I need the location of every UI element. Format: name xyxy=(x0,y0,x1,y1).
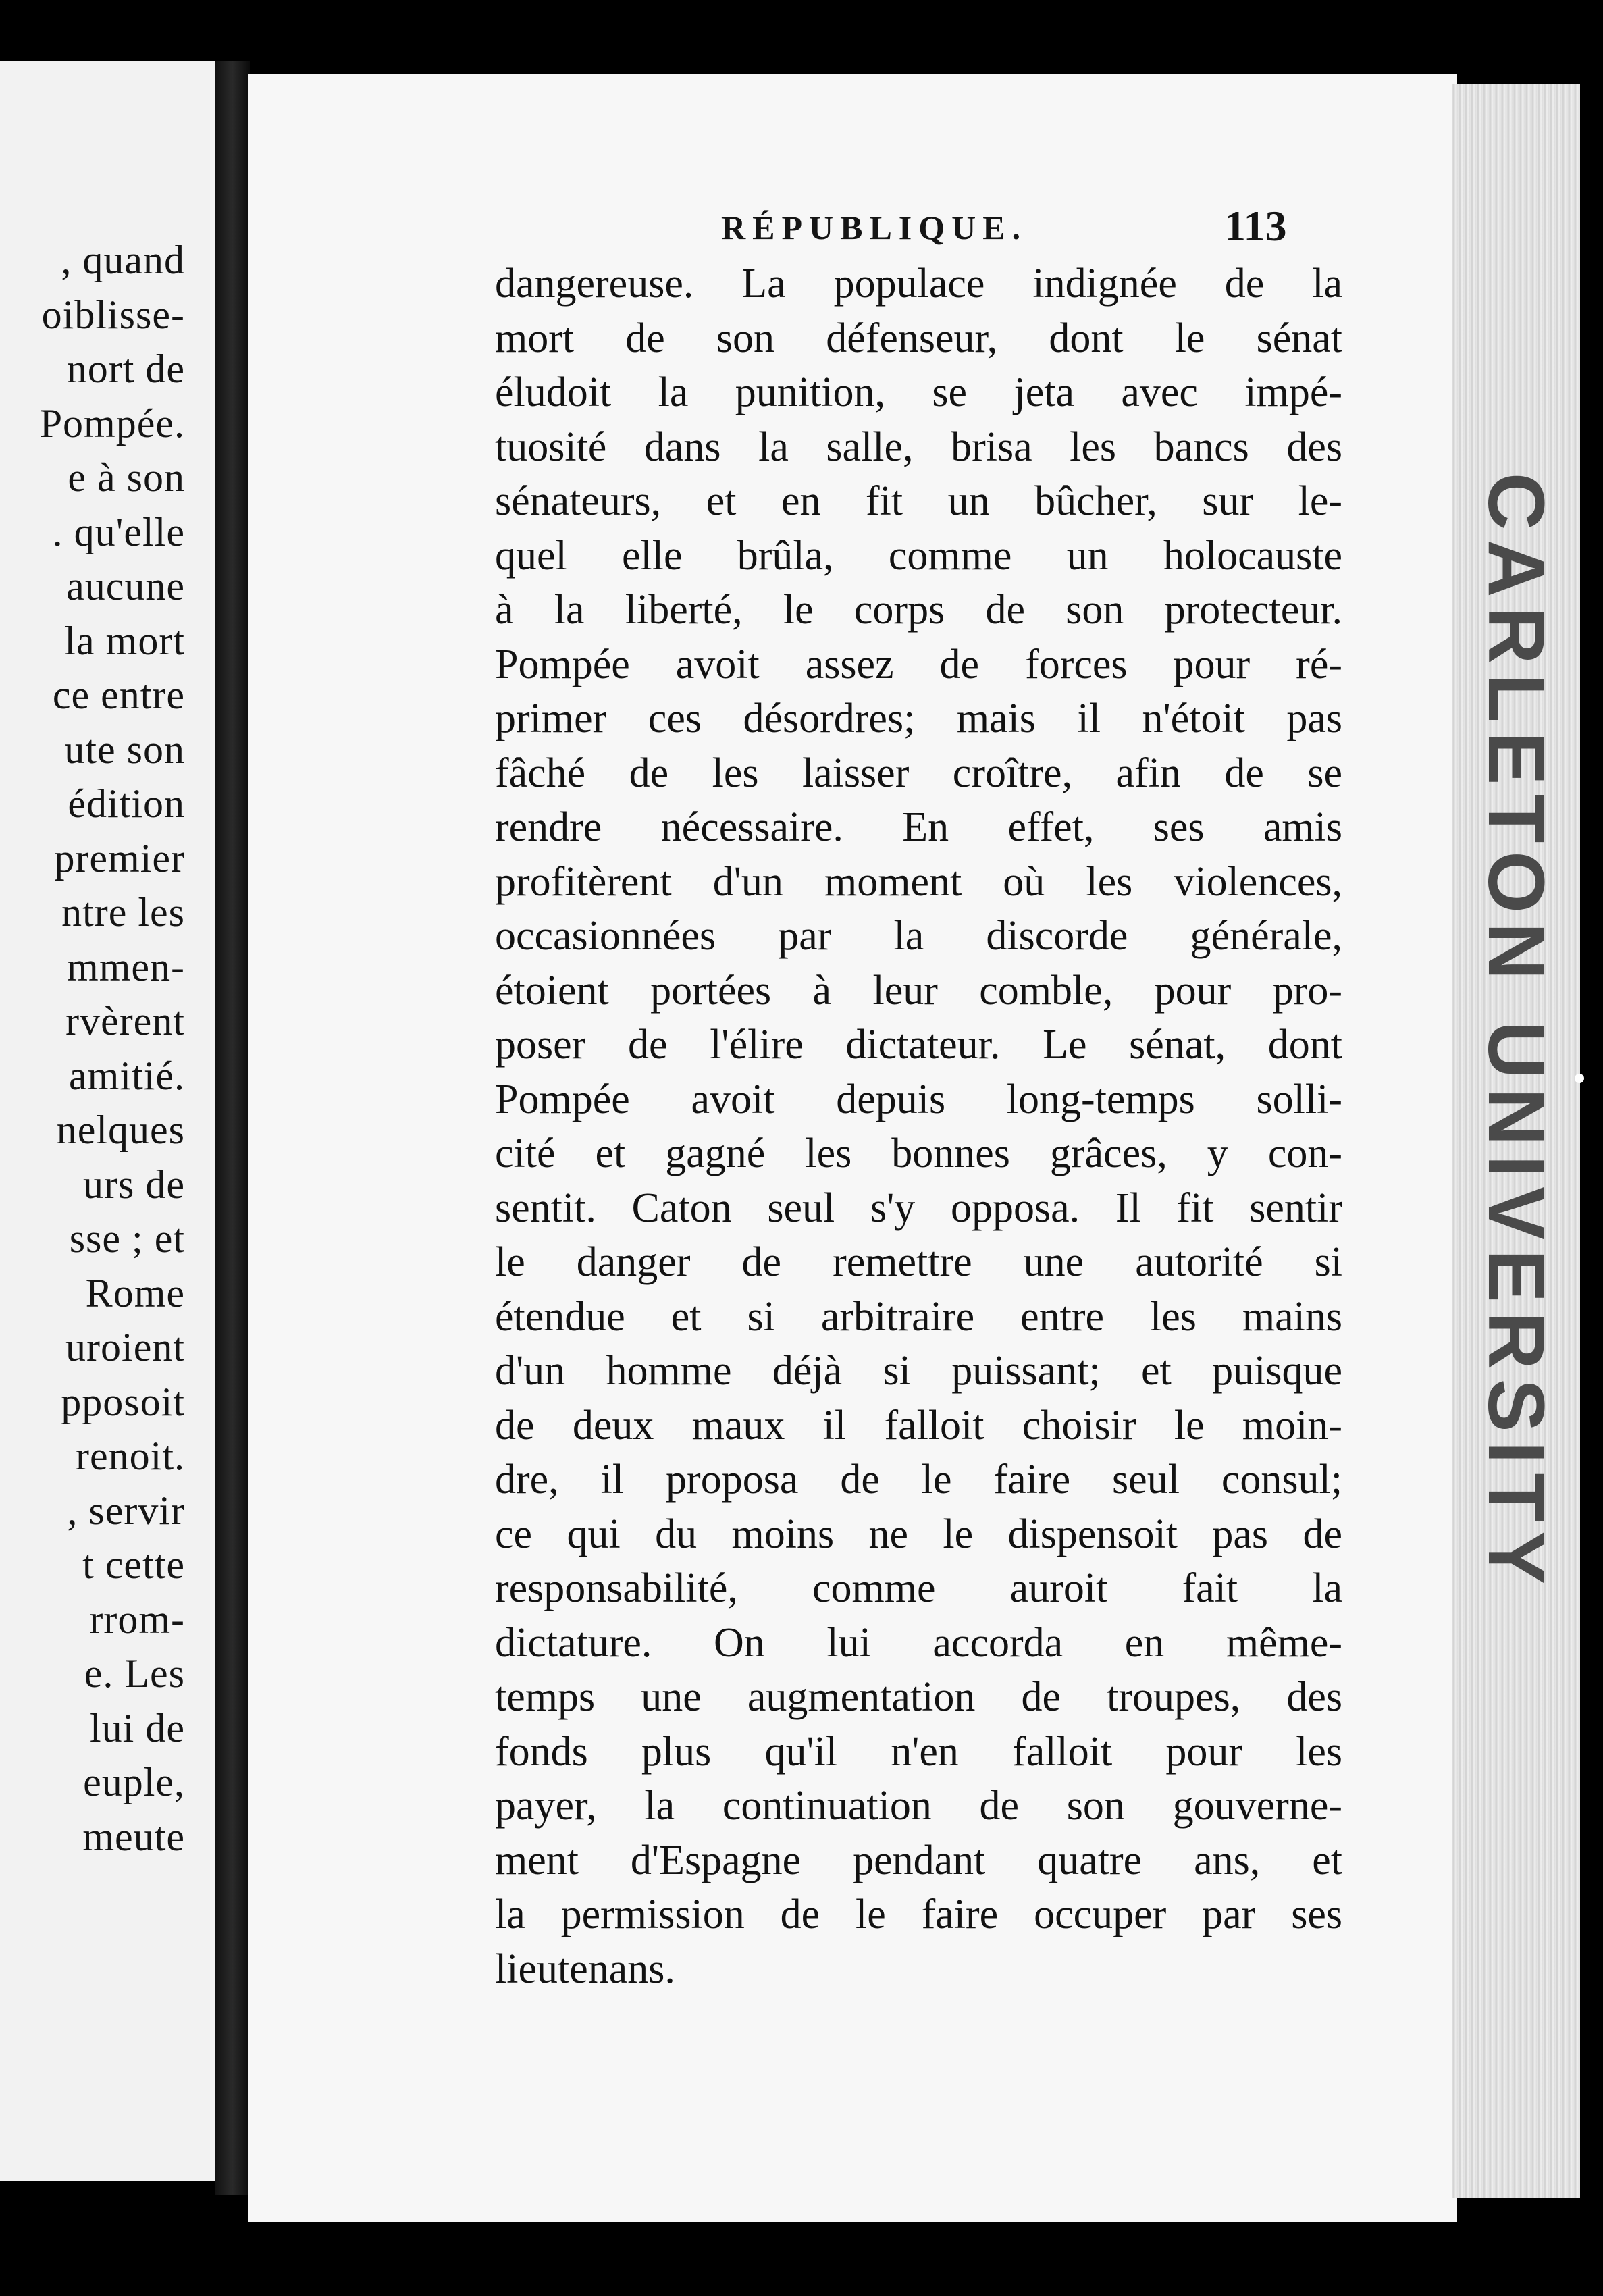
left-page-line: nort de xyxy=(66,346,185,391)
left-page-text xyxy=(40,233,185,1864)
text-line: ment d'Espagne pendant quatre ans, et xyxy=(495,1837,1342,1883)
left-page xyxy=(0,61,215,2181)
text-line: rendre nécessaire. En effet, ses amis xyxy=(495,804,1342,850)
left-page-line: e. Les xyxy=(84,1651,185,1696)
text-line: d'un homme déjà si puissant; et puisque xyxy=(495,1348,1342,1394)
body-text xyxy=(495,257,1342,1996)
text-line: sénateurs, et en fit un bûcher, sur le- xyxy=(495,478,1342,524)
left-page-line: uroient xyxy=(65,1325,185,1369)
left-page-line: t cette xyxy=(82,1542,185,1587)
left-page-line: , quand xyxy=(61,238,185,282)
left-page-line: meute xyxy=(82,1814,185,1859)
text-line: fâché de les laisser croître, afin de se xyxy=(495,750,1342,796)
text-line: Pompée avoit assez de forces pour ré- xyxy=(495,641,1342,687)
left-page-line: ute son xyxy=(64,727,185,772)
left-page-line: la mort xyxy=(64,618,185,663)
left-page-line: euple, xyxy=(83,1760,185,1804)
text-line: Pompée avoit depuis long-temps solli- xyxy=(495,1076,1342,1122)
left-page-line: édition xyxy=(68,781,185,826)
text-line: étendue et si arbitraire entre les mains xyxy=(495,1293,1342,1340)
right-page xyxy=(248,74,1457,2222)
text-line: de deux maux il falloit choisir le moin- xyxy=(495,1402,1342,1449)
left-page-line: nelques xyxy=(56,1107,185,1152)
left-page-line: rvèrent xyxy=(65,999,185,1043)
scan-mark xyxy=(1575,1074,1584,1083)
text-line: lieutenans. xyxy=(495,1946,675,1992)
text-line: payer, la continuation de son gouverne- xyxy=(495,1783,1342,1829)
left-page-line: , servir xyxy=(67,1488,185,1533)
text-line: poser de l'élire dictateur. Le sénat, dont xyxy=(495,1022,1342,1068)
text-line: étoient portées à leur comble, pour pro- xyxy=(495,967,1342,1014)
left-page-line: pposoit xyxy=(61,1379,185,1424)
left-page-line: ce entre xyxy=(52,673,185,717)
library-stamp xyxy=(1462,459,1570,1607)
text-line: éludoit la punition, se jeta avec impé- xyxy=(495,369,1342,415)
left-page-line: lui de xyxy=(90,1705,185,1750)
left-page-line: rrom- xyxy=(89,1596,185,1642)
left-page-line: . qu'elle xyxy=(52,509,185,554)
text-line: occasionnées par la discorde générale, xyxy=(495,913,1342,959)
text-line: temps une augmentation de troupes, des xyxy=(495,1674,1342,1720)
text-line: mort de son défenseur, dont le sénat xyxy=(495,315,1342,361)
left-page-line: ntre les xyxy=(61,890,185,935)
left-page-line: e à son xyxy=(68,455,185,500)
page-number: 113 xyxy=(1224,202,1287,250)
left-page-line: premier xyxy=(54,835,185,881)
book-gutter xyxy=(215,61,250,2195)
left-page-line: amitié. xyxy=(69,1053,185,1098)
text-line: sentit. Caton seul s'y opposa. Il fit sentir xyxy=(495,1184,1342,1231)
left-page-line: Rome xyxy=(85,1270,185,1315)
left-page-line: oiblisse- xyxy=(41,292,185,337)
left-page-line: aucune xyxy=(66,564,185,608)
text-line: primer ces désordres; mais il n'étoit pas xyxy=(495,696,1342,741)
left-page-line: renoit. xyxy=(76,1434,185,1478)
left-page-line: urs de xyxy=(83,1162,185,1207)
text-line: tuosité dans la salle, brisa les bancs des xyxy=(495,423,1342,470)
text-line: le danger de remettre une autorité si xyxy=(495,1239,1342,1285)
text-line: dre, il proposa de le faire seul consul; xyxy=(495,1457,1342,1503)
left-page-line: sse ; et xyxy=(69,1216,185,1261)
left-page-line: Pompée. xyxy=(39,400,185,446)
text-line: fonds plus qu'il n'en falloit pour les xyxy=(495,1728,1342,1775)
text-line: cité et gagné les bonnes grâces, y con- xyxy=(495,1130,1342,1176)
library-stamp-text: CARLETON UNIVERSITY xyxy=(1471,472,1560,1594)
running-header: RÉPUBLIQUE. xyxy=(721,209,1028,246)
text-line: responsabilité, comme auroit fait la xyxy=(495,1565,1342,1611)
left-page-line: mmen- xyxy=(67,944,185,989)
text-line: à la liberté, le corps de son protecteur. xyxy=(495,587,1342,633)
text-line: dictature. On lui accorda en même- xyxy=(495,1619,1342,1666)
text-line: profitèrent d'un moment où les violences, xyxy=(495,858,1342,905)
text-line: la permission de le faire occuper par ses xyxy=(495,1891,1342,1937)
text-line: ce qui du moins ne le dispensoit pas de xyxy=(495,1511,1342,1557)
text-line: dangereuse. La populace indignée de la xyxy=(495,261,1342,307)
text-line: quel elle brûla, comme un holocauste xyxy=(495,532,1342,579)
